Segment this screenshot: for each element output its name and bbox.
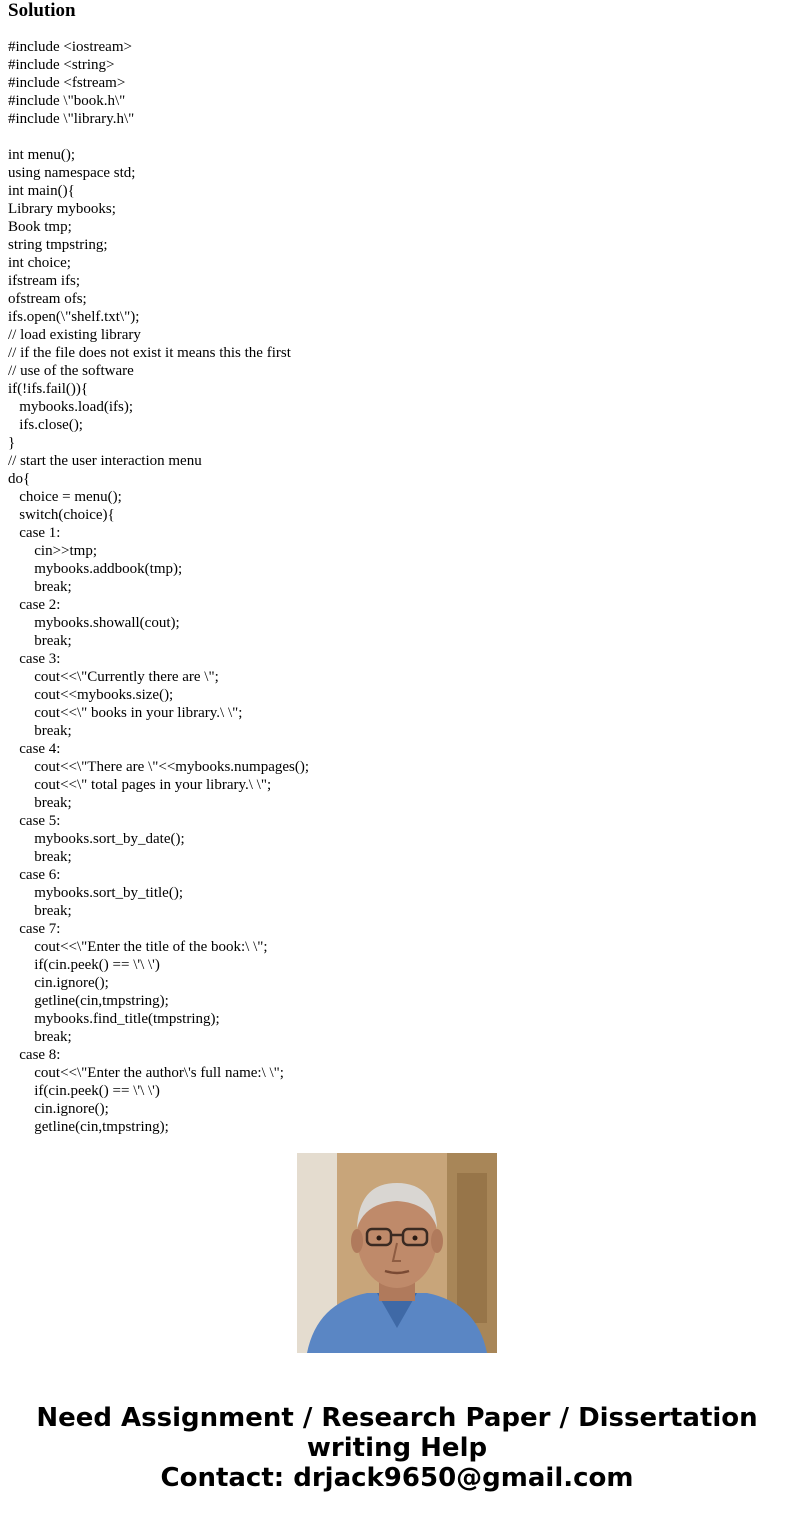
code-line: cin.ignore(); — [8, 975, 109, 991]
code-line: getline(cin,tmpstring); — [8, 1119, 169, 1135]
code-line: int main(){ — [8, 183, 75, 199]
code-line: break; — [8, 849, 72, 865]
code-line: mybooks.showall(cout); — [8, 615, 180, 631]
code-line: mybooks.load(ifs); — [8, 399, 133, 415]
banner-contact: Contact: drjack9650@gmail.com — [160, 1463, 634, 1493]
banner-line-2: writing Help — [306, 1433, 488, 1463]
code-line: case 8: — [8, 1047, 61, 1063]
code-line: string tmpstring; — [8, 237, 108, 253]
code-line: break; — [8, 1029, 72, 1045]
code-line: getline(cin,tmpstring); — [8, 993, 169, 1009]
code-line: } — [8, 435, 16, 451]
code-line: cout<<\"Enter the author\'s full name:\ \"; — [8, 1065, 284, 1081]
code-line: Library mybooks; — [8, 201, 116, 217]
code-line: #include <fstream> — [8, 75, 126, 91]
code-line: case 7: — [8, 921, 61, 937]
code-line: cout<<\" books in your library.\ \"; — [8, 705, 243, 721]
code-line: // start the user interaction menu — [8, 453, 202, 469]
code-line: break; — [8, 903, 72, 919]
code-line: switch(choice){ — [8, 507, 115, 523]
code-line: #include <string> — [8, 57, 115, 73]
code-line: mybooks.sort_by_date(); — [8, 831, 185, 847]
contact-banner — [0, 1403, 794, 1493]
code-line: case 5: — [8, 813, 61, 829]
banner-line-1: Need Assignment / Research Paper / Dissertation — [36, 1403, 758, 1433]
code-line: break; — [8, 723, 72, 739]
code-line: break; — [8, 795, 72, 811]
code-line: ifs.open(\"shelf.txt\"); — [8, 309, 140, 325]
code-line: case 3: — [8, 651, 61, 667]
code-line: int menu(); — [8, 147, 76, 163]
code-line: mybooks.find_title(tmpstring); — [8, 1011, 220, 1027]
code-line: ifstream ifs; — [8, 273, 81, 289]
code-line: cout<<mybooks.size(); — [8, 687, 174, 703]
code-line: case 6: — [8, 867, 61, 883]
code-line: #include \"book.h\" — [8, 93, 126, 109]
code-line: break; — [8, 633, 72, 649]
code-line: ifs.close(); — [8, 417, 83, 433]
code-line: cout<<\" total pages in your library.\ \"; — [8, 777, 272, 793]
code-line: using namespace std; — [8, 165, 136, 181]
code-line: mybooks.sort_by_title(); — [8, 885, 183, 901]
code-line: cin>>tmp; — [8, 543, 97, 559]
code-line — [8, 128, 778, 146]
code-line: cin.ignore(); — [8, 1101, 109, 1117]
code-line: cout<<\"Currently there are \"; — [8, 669, 219, 685]
code-line: if(!ifs.fail()){ — [8, 381, 89, 397]
code-line: Book tmp; — [8, 219, 72, 235]
code-line: choice = menu(); — [8, 489, 122, 505]
code-line: do{ — [8, 471, 31, 487]
code-line: if(cin.peek() == \'\ \') — [8, 1083, 160, 1099]
code-line: cout<<\"There are \"<<mybooks.numpages(); — [8, 759, 310, 775]
code-line: case 4: — [8, 741, 61, 757]
code-line: // use of the software — [8, 363, 134, 379]
code-line: if(cin.peek() == \'\ \') — [8, 957, 160, 973]
code-line: case 1: — [8, 525, 61, 541]
code-line: #include <iostream> — [8, 39, 132, 55]
solution-heading: Solution — [8, 0, 76, 21]
code-line: // if the file does not exist it means this the first — [8, 345, 291, 361]
code-listing — [8, 38, 778, 1135]
author-avatar — [297, 1153, 497, 1353]
code-line: mybooks.addbook(tmp); — [8, 561, 183, 577]
code-line: case 2: — [8, 597, 61, 613]
code-line: int choice; — [8, 255, 71, 271]
code-line: cout<<\"Enter the title of the book:\ \"; — [8, 939, 268, 955]
code-line: break; — [8, 579, 72, 595]
code-line: // load existing library — [8, 327, 141, 343]
code-line: #include \"library.h\" — [8, 111, 135, 127]
code-line: ofstream ofs; — [8, 291, 87, 307]
